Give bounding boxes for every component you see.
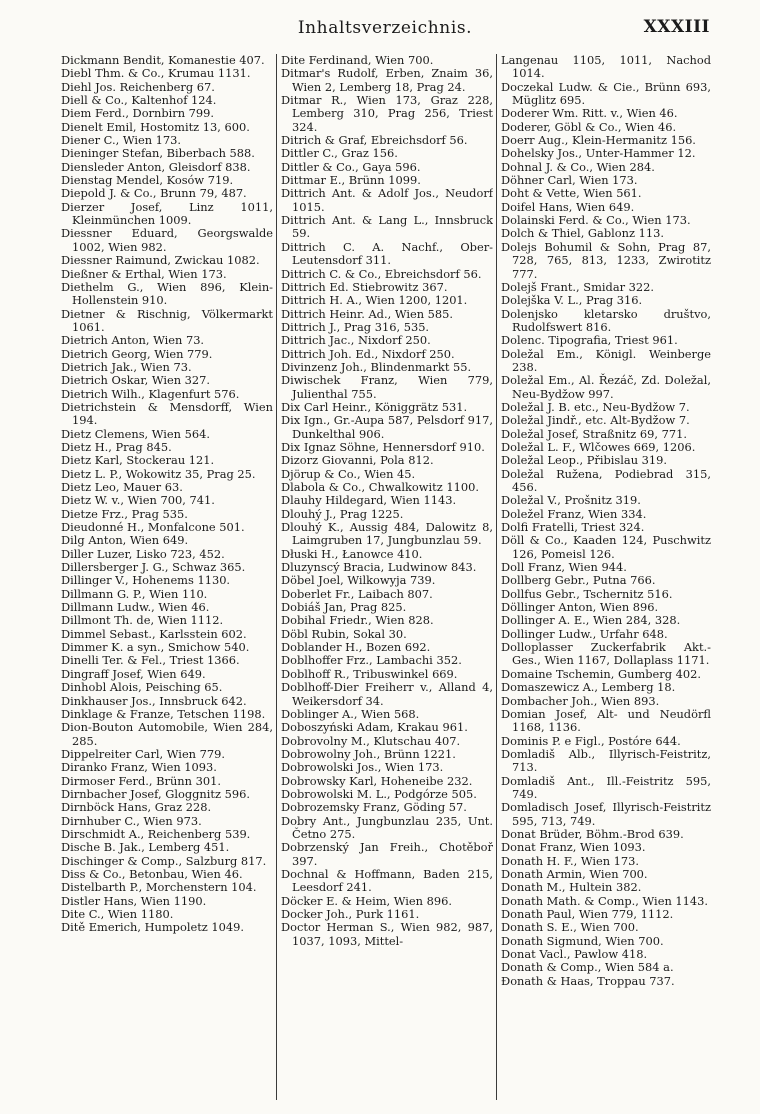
index-entry: Dilg Anton, Wien 649. <box>61 533 189 548</box>
index-entry: Dion-Bouton Automobile, Wien 284, 285. <box>61 720 273 748</box>
index-entry: Dizorz Giovanni, Pola 812. <box>281 453 434 468</box>
page-header <box>60 18 710 40</box>
index-entry: Dillinger V., Hohenems 1130. <box>61 573 231 588</box>
index-entry: Ditmar R., Wien 173, Graz 228, Lemberg 310, Prag 256, Triest 324. <box>281 93 493 134</box>
index-entry: Dirnhuber C., Wien 973. <box>61 813 202 828</box>
index-entry: Doblhoff R., Tribuswinkel 669. <box>281 666 458 681</box>
index-entry: Dienstag Mendel, Kosów 719. <box>61 173 234 188</box>
index-entry: Dohelsky Jos., Unter-Hammer 12. <box>501 146 696 161</box>
index-entry: Dinkhauser Jos., Innsbruck 642. <box>61 693 247 708</box>
index-entry: Dietz H., Prag 845. <box>61 439 172 454</box>
index-entry: Dietrich Wilh., Klagenfurt 576. <box>61 386 240 401</box>
index-entry: Donath H. F., Wien 173. <box>501 853 640 868</box>
index-entry: Doleјš Frant., Smidar 322. <box>501 279 655 294</box>
index-entry: Dolfi Fratelli, Triest 324. <box>501 520 645 535</box>
index-entry: Ditě Emerich, Humpoletz 1049. <box>61 920 245 935</box>
index-entry: Domian Josef, Alt- und Neudörfl 1168, 1136. <box>501 706 711 735</box>
index-entry: Doležal V., Prošnitz 319. <box>501 493 641 508</box>
index-entry: Döhner Carl, Wien 173. <box>501 173 638 188</box>
index-entry: Dietrich Anton, Wien 73. <box>61 333 205 348</box>
index-entry: Dillmont Th. de, Wien 1112. <box>61 613 224 628</box>
index-entry: Dietner & Rischnig, Völkermarkt 1061. <box>61 306 273 334</box>
index-entry: Dobrowolny Joh., Brünn 1221. <box>281 746 456 761</box>
index-entry: Domaszewicz A., Lemberg 18. <box>501 680 676 695</box>
index-entry: Dietz Karl, Stockerau 121. <box>61 453 215 468</box>
index-entry: Doležal Em., Königl. Weinberge 238. <box>501 346 711 374</box>
index-entry: Donat Vacl., Pawlow 418. <box>501 947 648 962</box>
index-entry: Domladiš Ant., Ill.-Feistritz 595, 749. <box>501 773 711 801</box>
index-entry: Donath Paul, Wien 779, 1112. <box>501 907 674 921</box>
index-entry: Doblander H., Bozen 692. <box>281 640 431 655</box>
index-entry: Dlauhy Hildegard, Wien 1143. <box>281 493 457 508</box>
index-entry: Doblhoffer Frz., Lambachi 352. <box>281 653 462 668</box>
index-entry: Dirnböck Hans, Graz 228. <box>61 800 212 815</box>
index-entry: Dłuski H., Łanowce 410. <box>281 546 423 561</box>
index-entry: Dobihal Friedr., Wien 828. <box>281 613 434 628</box>
index-entry: Diessner Raimund, Zwickau 1082. <box>61 253 260 268</box>
index-entry: Dobrowsky Karl, Hoheneibe 232. <box>281 773 473 788</box>
index-entry: Dinklage & Franze, Tetschen 1198. <box>61 706 266 721</box>
index-entry: Dix Carl Heinr., Königgrätz 531. <box>281 399 468 414</box>
index-entry: Dolch & Thiel, Gablonz 113. <box>501 226 664 241</box>
index-entry: Ditrich & Graf, Ebreichsdorf 56. <box>281 133 468 148</box>
index-entry: Döcker E. & Heim, Wien 896. <box>281 893 452 908</box>
index-entry: Diranko Franz, Wien 1093. <box>61 760 217 775</box>
index-entry: Doblhoff-Dier Freiherr v., Alland 4, Weikersdorf 34. <box>281 680 493 708</box>
index-columns <box>61 54 711 1100</box>
index-entry: Dobrowolski M. L., Podgórze 505. <box>281 786 477 801</box>
index-entry: Doderer, Göbl & Co., Wien 46. <box>501 119 677 134</box>
index-column-1 <box>61 54 273 1100</box>
index-column-3 <box>501 54 711 1100</box>
index-entry: Doboszyński Adam, Krakau 961. <box>281 720 468 735</box>
index-entry: Dienelt Emil, Hostomitz 13, 600. <box>61 119 250 134</box>
index-entry: Dollberg Gebr., Putna 766. <box>501 573 656 588</box>
index-entry: Dimmer K. a syn., Smichow 540. <box>61 640 250 655</box>
index-entry: Dittrich Ant. & Lang L., Innsbruck 59. <box>281 213 493 241</box>
index-entry: Dingraff Josef, Wien 649. <box>61 666 206 681</box>
index-entry: Docker Joh., Purk 1161. <box>281 907 420 921</box>
index-entry: Dippelreiter Carl, Wien 779. <box>61 746 226 761</box>
index-entry: Diessner Eduard, Georgswalde 1002, Wien 982. <box>61 226 273 254</box>
index-entry: Döbl Rubin, Sokal 30. <box>281 626 407 641</box>
index-entry: Doczekal Ludw. & Cie., Brünn 693, Müglitz 695. <box>501 79 711 108</box>
index-entry: Donat Franz, Wien 1093. <box>501 840 646 855</box>
index-entry: Diepold J. & Co., Brunn 79, 487. <box>61 186 247 201</box>
index-entry: Diener C., Wien 173. <box>61 133 182 148</box>
index-entry: Diethelm G., Wien 896, Klein-Hollenstein 910. <box>61 279 273 308</box>
index-entry: Doberlet Fr., Laibach 807. <box>281 586 433 601</box>
index-entry: Dierzer Josef, Linz 1011, Kleinmünchen 1009. <box>61 199 273 228</box>
index-entry: Dobrzenský Jan Freih., Chotěboř 397. <box>281 840 493 868</box>
index-entry: Dittrich Joh. Ed., Nixdorf 250. <box>281 346 455 361</box>
index-entry: Dobrozemsky Franz, Göding 57. <box>281 800 467 815</box>
index-entry: Doležal J. B. etc., Neu-Bydžow 7. <box>501 399 690 414</box>
index-entry: Dischinger & Comp., Salzburg 817. <box>61 853 267 868</box>
index-entry: Dieudonné H., Monfalcone 501. <box>61 520 245 535</box>
index-entry: Doležal Leop., Přibislau 319. <box>501 453 668 468</box>
index-entry: Dlabola & Co., Chwalkowitz 1100. <box>281 480 479 494</box>
index-entry: Dickmann Bendit, Komanestie 407. <box>61 54 265 67</box>
index-entry: Doležal L. F., Wlčowes 669, 1206. <box>501 439 696 454</box>
index-entry: Dittrich Jac., Nixdorf 250. <box>281 333 431 348</box>
index-entry: Ðonath & Haas, Troppau 737. <box>501 973 675 988</box>
index-entry: Distelbarth P., Morchenstern 104. <box>61 880 257 895</box>
column-divider <box>496 54 497 1100</box>
index-entry: Doht & Vette, Wien 561. <box>501 186 642 201</box>
index-entry: Doifel Hans, Wien 649. <box>501 199 635 214</box>
index-entry: Dietz W. v., Wien 700, 741. <box>61 493 215 508</box>
index-entry: Dobiáš Jan, Prag 825. <box>281 600 407 615</box>
index-entry: Dlouhý J., Prag 1225. <box>281 506 404 521</box>
index-entry: Dite Ferdinand, Wien 700. <box>281 54 434 67</box>
index-entry: Domladiš Alb., Illyrisch-Feistritz, 713. <box>501 746 711 775</box>
index-entry: Domladisch Josef, Illyrisch-Feistritz 595, 713, 749. <box>501 800 711 828</box>
index-entry: Doležal Josef, Straßnitz 69, 771. <box>501 426 687 441</box>
index-entry: Dolenjsko kletarsko društvo, Rudolfswert 816. <box>501 306 711 334</box>
index-entry: Döbel Joel, Wilkowyja 739. <box>281 573 436 588</box>
index-entry: Dirschmidt A., Reichenberg 539. <box>61 826 251 841</box>
index-entry: Dittrich Heinr. Ad., Wien 585. <box>281 306 454 321</box>
page-title: Inhaltsverzeichnis. <box>297 18 473 38</box>
index-entry: Dollinger A. E., Wien 284, 328. <box>501 613 681 628</box>
index-entry: Donat Brüder, Böhm.-Brod 639. <box>501 826 684 841</box>
index-entry: Dittler & Co., Gaya 596. <box>281 159 421 174</box>
index-column-2 <box>281 54 493 1100</box>
index-entry: Dominis P. e Figl., Postóre 644. <box>501 733 681 748</box>
index-entry: Doležal Em., Al. Řezáč, Zd. Doležal, Neu-Bydžow 997. <box>501 373 711 401</box>
index-entry: Doderer Wm. Ritt. v., Wien 46. <box>501 106 678 121</box>
index-entry: Dix Ignaz Söhne, Hennersdorf 910. <box>281 439 485 454</box>
index-entry: Dix Ign., Gr.-Aupa 587, Pelsdorf 917, Dunkelthal 906. <box>281 413 493 441</box>
index-entry: Dittrich H. A., Wien 1200, 1201. <box>281 293 468 308</box>
index-entry: Dolloplasser Zuckerfabrik Akt.-Ges., Wien 1167, Dollaplass 1171. <box>501 640 711 668</box>
index-entry: Diell & Co., Kaltenhof 124. <box>61 93 217 108</box>
index-entry: Dische B. Jak., Lemberg 451. <box>61 840 230 855</box>
index-entry: Dittler C., Graz 156. <box>281 146 398 161</box>
index-entry: Donath Armin, Wien 700. <box>501 866 648 881</box>
index-entry: Dietrich Georg, Wien 779. <box>61 346 213 361</box>
index-entry: Diensleder Anton, Gleisdorf 838. <box>61 159 251 174</box>
index-entry: Doerr Aug., Klein-Hermanitz 156. <box>501 133 696 148</box>
index-entry: Diller Luzer, Lisko 723, 452. <box>61 546 225 561</box>
index-entry: Dittrich Ant. & Adolf Jos., Neudorf 1015. <box>281 186 493 214</box>
index-entry: Domaine Tschemin, Gumberg 402. <box>501 666 702 681</box>
index-entry: Dinelli Ter. & Fel., Triest 1366. <box>61 653 240 668</box>
index-entry: Dite C., Wien 1180. <box>61 907 174 921</box>
index-entry: Doll Franz, Wien 944. <box>501 560 627 575</box>
index-entry: Distler Hans, Wien 1190. <box>61 893 207 908</box>
index-entry: Donath Sigmund, Wien 700. <box>501 933 664 948</box>
index-entry: Doležal Ružena, Podiebrad 315, 456. <box>501 466 711 494</box>
index-entry: Dittrich C. A. Nachf., Ober-Leutensdorf 311. <box>281 239 493 268</box>
index-entry: Dittmar E., Brünn 1099. <box>281 173 421 188</box>
index-entry: Dluzynscý Bracia, Ludwinow 843. <box>281 560 477 575</box>
index-entry: Dillersberger J. G., Schwaz 365. <box>61 560 246 575</box>
index-entry: Dittrich J., Prag 316, 535. <box>281 319 430 334</box>
column-divider <box>276 54 277 1100</box>
index-entry: Dittrich Ed. Stiebrowitz 367. <box>281 279 448 294</box>
index-entry: Dollinger Ludw., Urfahr 648. <box>501 626 668 641</box>
index-entry: Djörup & Co., Wien 45. <box>281 466 416 481</box>
index-entry: Dollfus Gebr., Tschernitz 516. <box>501 586 673 601</box>
index-entry: Diehl Jos. Reichenberg 67. <box>61 79 215 94</box>
index-entry: Dietrich Jak., Wien 73. <box>61 359 192 374</box>
index-entry: Divinzenz Joh., Blindenmarkt 55. <box>281 359 472 374</box>
index-entry: Dietz Leo, Mauer 63. <box>61 480 183 494</box>
index-entry: Doleјška V. L., Prag 316. <box>501 293 643 308</box>
index-entry: Diem Ferd., Dornbirn 799. <box>61 106 215 121</box>
index-entry: Doležel Franz, Wien 334. <box>501 506 647 521</box>
index-entry: Dobrovolny M., Klutschau 407. <box>281 733 461 748</box>
index-entry: Dillmann G. P., Wien 110. <box>61 586 208 601</box>
index-entry: Dinhobl Alois, Peisching 65. <box>61 680 223 695</box>
index-entry: Dillmann Ludw., Wien 46. <box>61 600 210 615</box>
index-entry: Doleјs Bohumil & Sohn, Prag 87, 728, 765, 813, 1233, Zwirotitz 777. <box>501 239 711 281</box>
index-entry: Doblinger A., Wien 568. <box>281 706 420 721</box>
index-entry: Diebl Thm. & Co., Krumau 1131. <box>61 66 251 81</box>
index-entry: Dohnal J. & Co., Wien 284. <box>501 159 655 174</box>
index-entry: Dietrichstein & Mensdorff, Wien 194. <box>61 399 273 428</box>
index-entry: Dietze Frz., Prag 535. <box>61 506 188 521</box>
index-entry: Dochnal & Hoffmann, Baden 215, Leesdorf 241. <box>281 866 493 895</box>
index-entry: Donath S. E., Wien 700. <box>501 920 639 935</box>
index-entry: Dimmel Sebast., Karlsstein 602. <box>61 626 247 641</box>
index-entry: Dlouhý K., Aussig 484, Dalowitz 8, Laimgruben 17, Jungbunzlau 59. <box>281 520 493 548</box>
index-entry: Dittrich C. & Co., Ebreichsdorf 56. <box>281 266 482 281</box>
index-entry: Dietz L. P., Wokowitz 35, Prag 25. <box>61 466 256 481</box>
page-number: XXXIII <box>643 17 710 37</box>
index-entry: Dirnbacher Josef, Gloggnitz 596. <box>61 786 250 801</box>
index-entry: Diss & Co., Betonbau, Wien 46. <box>61 866 243 881</box>
index-entry: Dobry Ant., Jungbunzlau 235, Unt. Četno 275. <box>281 813 493 841</box>
index-entry: Dießner & Erthal, Wien 173. <box>61 266 227 281</box>
index-entry: Dolainski Ferd. & Co., Wien 173. <box>501 213 691 228</box>
index-entry: Donath M., Hultein 382. <box>501 880 642 895</box>
index-entry: Dolenc. Tipografia, Triest 961. <box>501 333 678 348</box>
index-entry: Ditmar's Rudolf, Erben, Znaim 36, Wien 2, Lemberg 18, Prag 24. <box>281 66 493 94</box>
index-entry: Dombacher Joh., Wien 893. <box>501 693 660 708</box>
index-entry: Doctor Herman S., Wien 982, 987, 1037, 1093, Mittel- <box>281 920 493 948</box>
index-entry: Doležal Jindř., etc. Alt-Bydžow 7. <box>501 413 690 428</box>
index-entry: Dietz Clemens, Wien 564. <box>61 426 210 441</box>
index-entry: Dobrowolski Jos., Wien 173. <box>281 760 444 775</box>
index-entry: Langenau 1105, 1011, Nachod 1014. <box>501 54 711 81</box>
index-entry: Döll & Co., Kaaden 124, Puschwitz 126, Pomeisl 126. <box>501 533 711 561</box>
index-entry: Donath & Comp., Wien 584 a. <box>501 960 674 975</box>
index-entry: Dirmoser Ferd., Brünn 301. <box>61 773 221 788</box>
index-entry: Diwischek Franz, Wien 779, Julienthal 755. <box>281 373 493 401</box>
index-entry: Dieninger Stefan, Biberbach 588. <box>61 146 255 161</box>
index-entry: Döllinger Anton, Wien 896. <box>501 600 659 615</box>
index-entry: Donath Math. & Comp., Wien 1143. <box>501 893 709 908</box>
index-entry: Dietrich Oskar, Wien 327. <box>61 373 211 388</box>
